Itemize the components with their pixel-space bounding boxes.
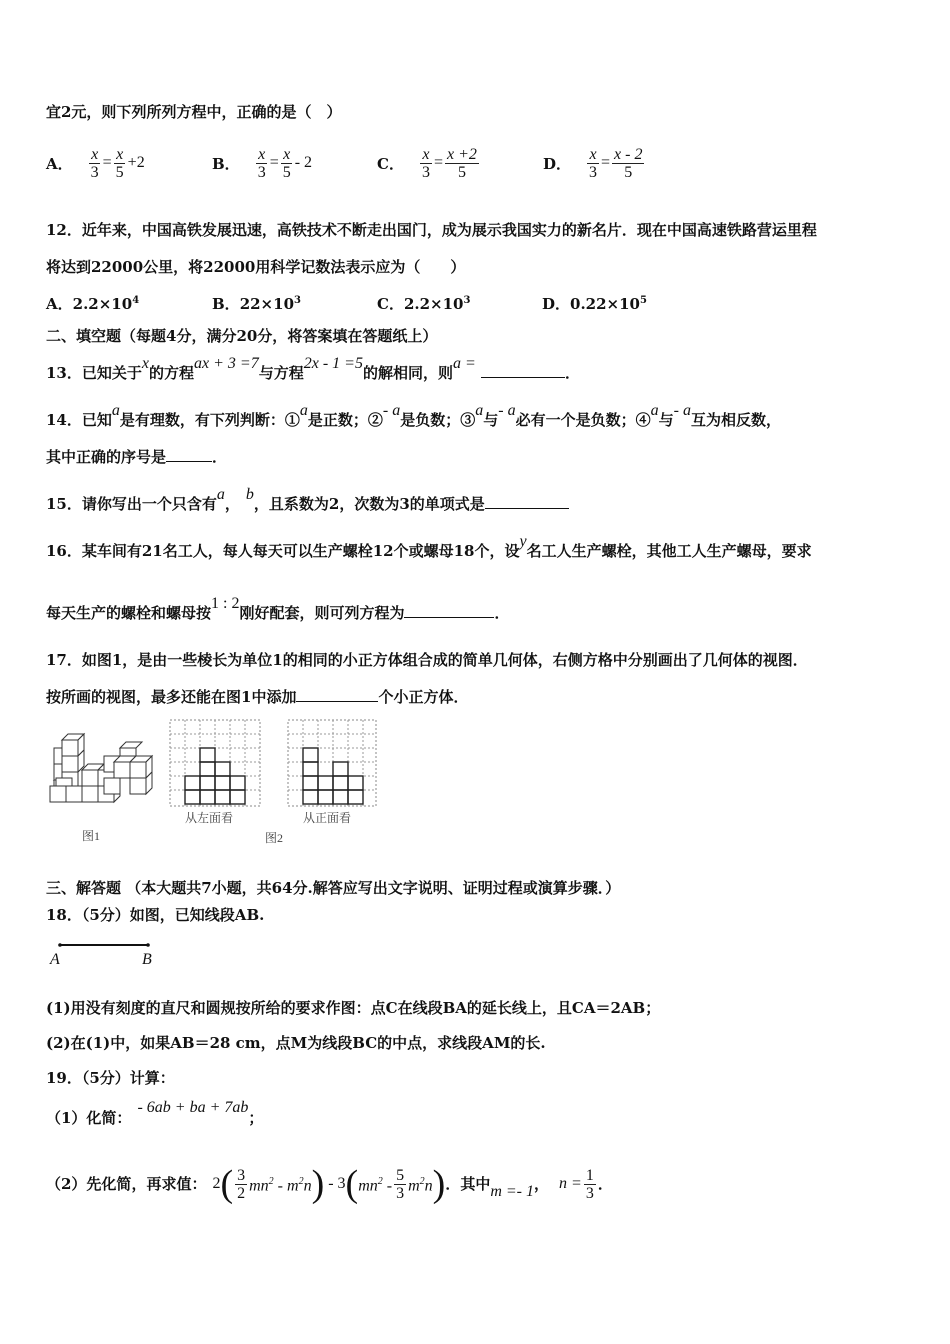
fig1-caption: 图1 — [82, 829, 101, 843]
fig2-caption: 图2 — [265, 831, 284, 845]
q14-line1: 14．已知a是有理数，有下列判断：①a是正数；②- a是负数；③a与- a必有一个是负数；④a与- a互为相反数， — [46, 402, 781, 429]
q11-option-d: D． $\frac{x}{3}$ = $\frac{x - 2}{5}$ — [543, 145, 643, 181]
q15: 15．请你写出一个只含有a，b，且系数为2，次数为3的单项式是 — [46, 494, 569, 515]
front-view-caption: 从正面看 — [303, 811, 352, 825]
q12-line2: 将达到22000公里，将22000用科学记数法表示应为（ ） — [46, 258, 466, 276]
q11-option-c: C． $\frac{x}{3}$ = $\frac{x +2}{5}$ — [377, 145, 477, 181]
section3-title: 三、解答题 （本大题共7小题，共64分.解答应写出文字说明、证明过程或演算步骤．） — [46, 879, 621, 897]
q16-line1: 16．某车间有21名工人，每人每天可以生产螺栓12个或螺母18个，设y名工人生产螺栓，其他工人生产螺母，要求 — [46, 533, 812, 560]
q12-options — [46, 291, 647, 314]
q14-answer-blank[interactable] — [166, 447, 212, 462]
q18-part2: (2)在(1)中，如果AB＝28 cm，点M为线段BC的中点，求线段AM的长. — [46, 1034, 546, 1052]
q16-answer-blank[interactable] — [404, 603, 494, 618]
q12-option-d: D．$0.22\times 10^5$ — [542, 295, 647, 313]
q18-title: 18．（5分）如图，已知线段AB. — [46, 906, 265, 924]
left-view-grid — [170, 720, 260, 825]
q12-option-b: B．$22\times 10^3$ — [212, 295, 301, 313]
q15-answer-blank[interactable] — [485, 494, 569, 509]
q19-part2: （2）先化简，再求值： 2 ( 3 2 $mn^2 - m^2n$ ) - 3 ( $mn^2$ - 5 3 $m^2n$ ) ．其中 m =- 1 ， n = $\frac{1}{3}$ ． — [46, 1163, 613, 1205]
q19-part1-expr: - 6ab + ba + 7ab — [137, 1099, 249, 1116]
q17-answer-blank[interactable] — [296, 687, 378, 702]
q13-answer-blank[interactable] — [481, 363, 565, 378]
point-b-label: B — [142, 951, 152, 968]
q17-figures — [44, 718, 384, 853]
q17-line2: 按所画的视图，最多还能在图1中添加 个小正方体． — [46, 688, 469, 706]
segment-ab-figure — [46, 935, 166, 971]
point-a-label: A — [50, 951, 60, 968]
q17-line1: 17．如图1，是由一些棱长为单位1的相同的小正方体组合成的简单几何体，右侧方格中分别画出了几何体的视图． — [46, 651, 808, 669]
q16-line2: 每天生产的螺栓和螺母按1 : 2刚好配套，则可列方程为 ． — [46, 595, 510, 622]
front-view-grid — [288, 720, 376, 825]
q12-option-a: A．$2.2\times 10^4$ — [46, 295, 140, 313]
q18-part1: (1)用没有刻度的直尺和圆规按所给的要求作图：点C在线段BA的延长线上，且CA＝2AB； — [46, 999, 661, 1017]
left-view-caption: 从左面看 — [185, 811, 234, 825]
q12-line1: 12．近年来，中国高铁发展迅速，高铁技术不断走出国门，成为展示我国实力的新名片．现在中国高速铁路营运里程 — [46, 221, 817, 239]
fig1-cubes — [50, 734, 152, 802]
q14-line2: 其中正确的序号是 ． — [46, 448, 228, 466]
section2-title: 二、填空题（每题4分，满分20分，将答案填在答题纸上） — [46, 327, 438, 345]
q11-stem: 宜2元，则下列所列方程中，正确的是（ ） — [46, 103, 342, 121]
q19-part1: （1）化简： - 6ab + ba + 7ab ； — [46, 1099, 264, 1127]
q13: 13．已知关于x的方程ax + 3 =7与方程2x - 1 =5的解相同，则a = ． — [46, 355, 581, 382]
q11-option-b: B． $\frac{x}{3}$ = $\frac{x}{5}$ - 2 — [212, 145, 313, 181]
q12-option-c: C．$2.2\times 10^3$ — [377, 295, 471, 313]
q19-title: 19．（5分）计算： — [46, 1069, 175, 1087]
q11-option-a: A． $\frac{x}{3}$ = $\frac{x}{5}$ +2 — [46, 145, 145, 181]
